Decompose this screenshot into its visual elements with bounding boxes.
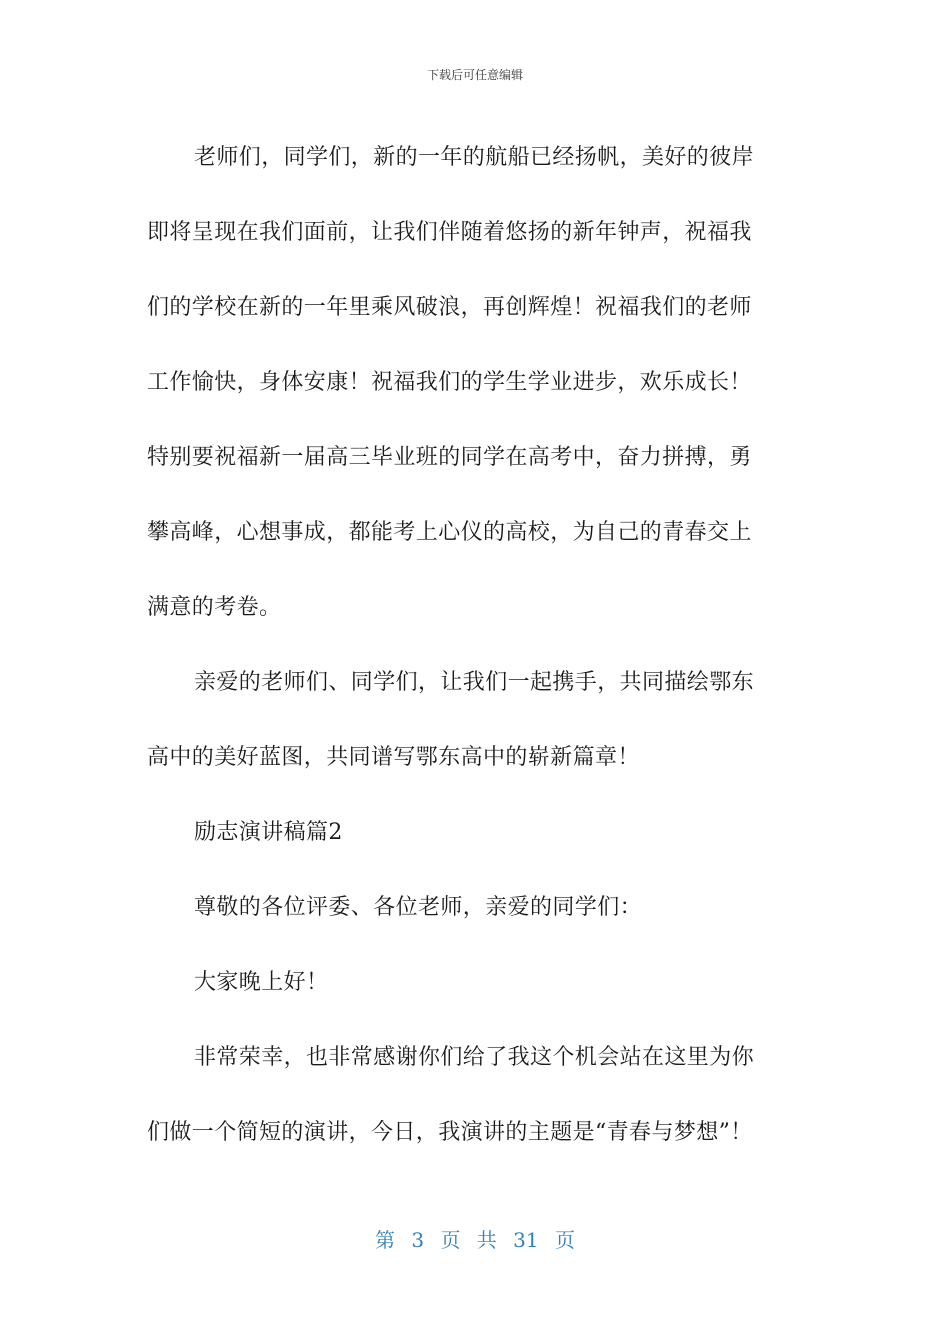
paragraph-line: 们做一个简短的演讲，今日，我演讲的主题是“青春与梦想”！ — [147, 1120, 753, 1145]
paragraph-line: 即将呈现在我们面前，让我们伴随着悠扬的新年钟声，祝福我 — [147, 220, 752, 245]
paragraph-line: 非常荣幸，也非常感谢你们给了我这个机会站在这里为你 — [194, 1045, 755, 1070]
paragraph-line: 老师们，同学们，新的一年的航船已经扬帆，美好的彼岸 — [194, 145, 755, 170]
page-number-footer: 第 3 页 共 31 页 — [375, 1228, 575, 1252]
paragraph-line: 特别要祝福新一届高三毕业班的同学在高考中，奋力拼搏，勇 — [147, 445, 752, 470]
page-header: 下载后可任意编辑 — [426, 68, 523, 82]
paragraph-line: 攀高峰，心想事成，都能考上心仪的高校，为自己的青春交上 — [147, 520, 752, 545]
paragraph-line: 工作愉快，身体安康！祝福我们的学生学业进步，欢乐成长！ — [147, 370, 752, 395]
section-heading: 励志演讲稿篇2 — [194, 820, 343, 845]
salutation-line: 尊敬的各位评委、各位老师，亲爱的同学们： — [194, 895, 643, 920]
paragraph-line: 满意的考卷。 — [147, 595, 282, 620]
paragraph-line: 们的学校在新的一年里乘风破浪，再创辉煌！祝福我们的老师 — [147, 295, 752, 320]
document-body — [147, 120, 807, 1170]
paragraph-line: 高中的美好蓝图，共同谱写鄂东高中的崭新篇章！ — [147, 745, 640, 770]
greeting-line: 大家晚上好！ — [194, 970, 329, 995]
paragraph-line: 亲爱的老师们、同学们，让我们一起携手，共同描绘鄂东 — [194, 670, 755, 695]
